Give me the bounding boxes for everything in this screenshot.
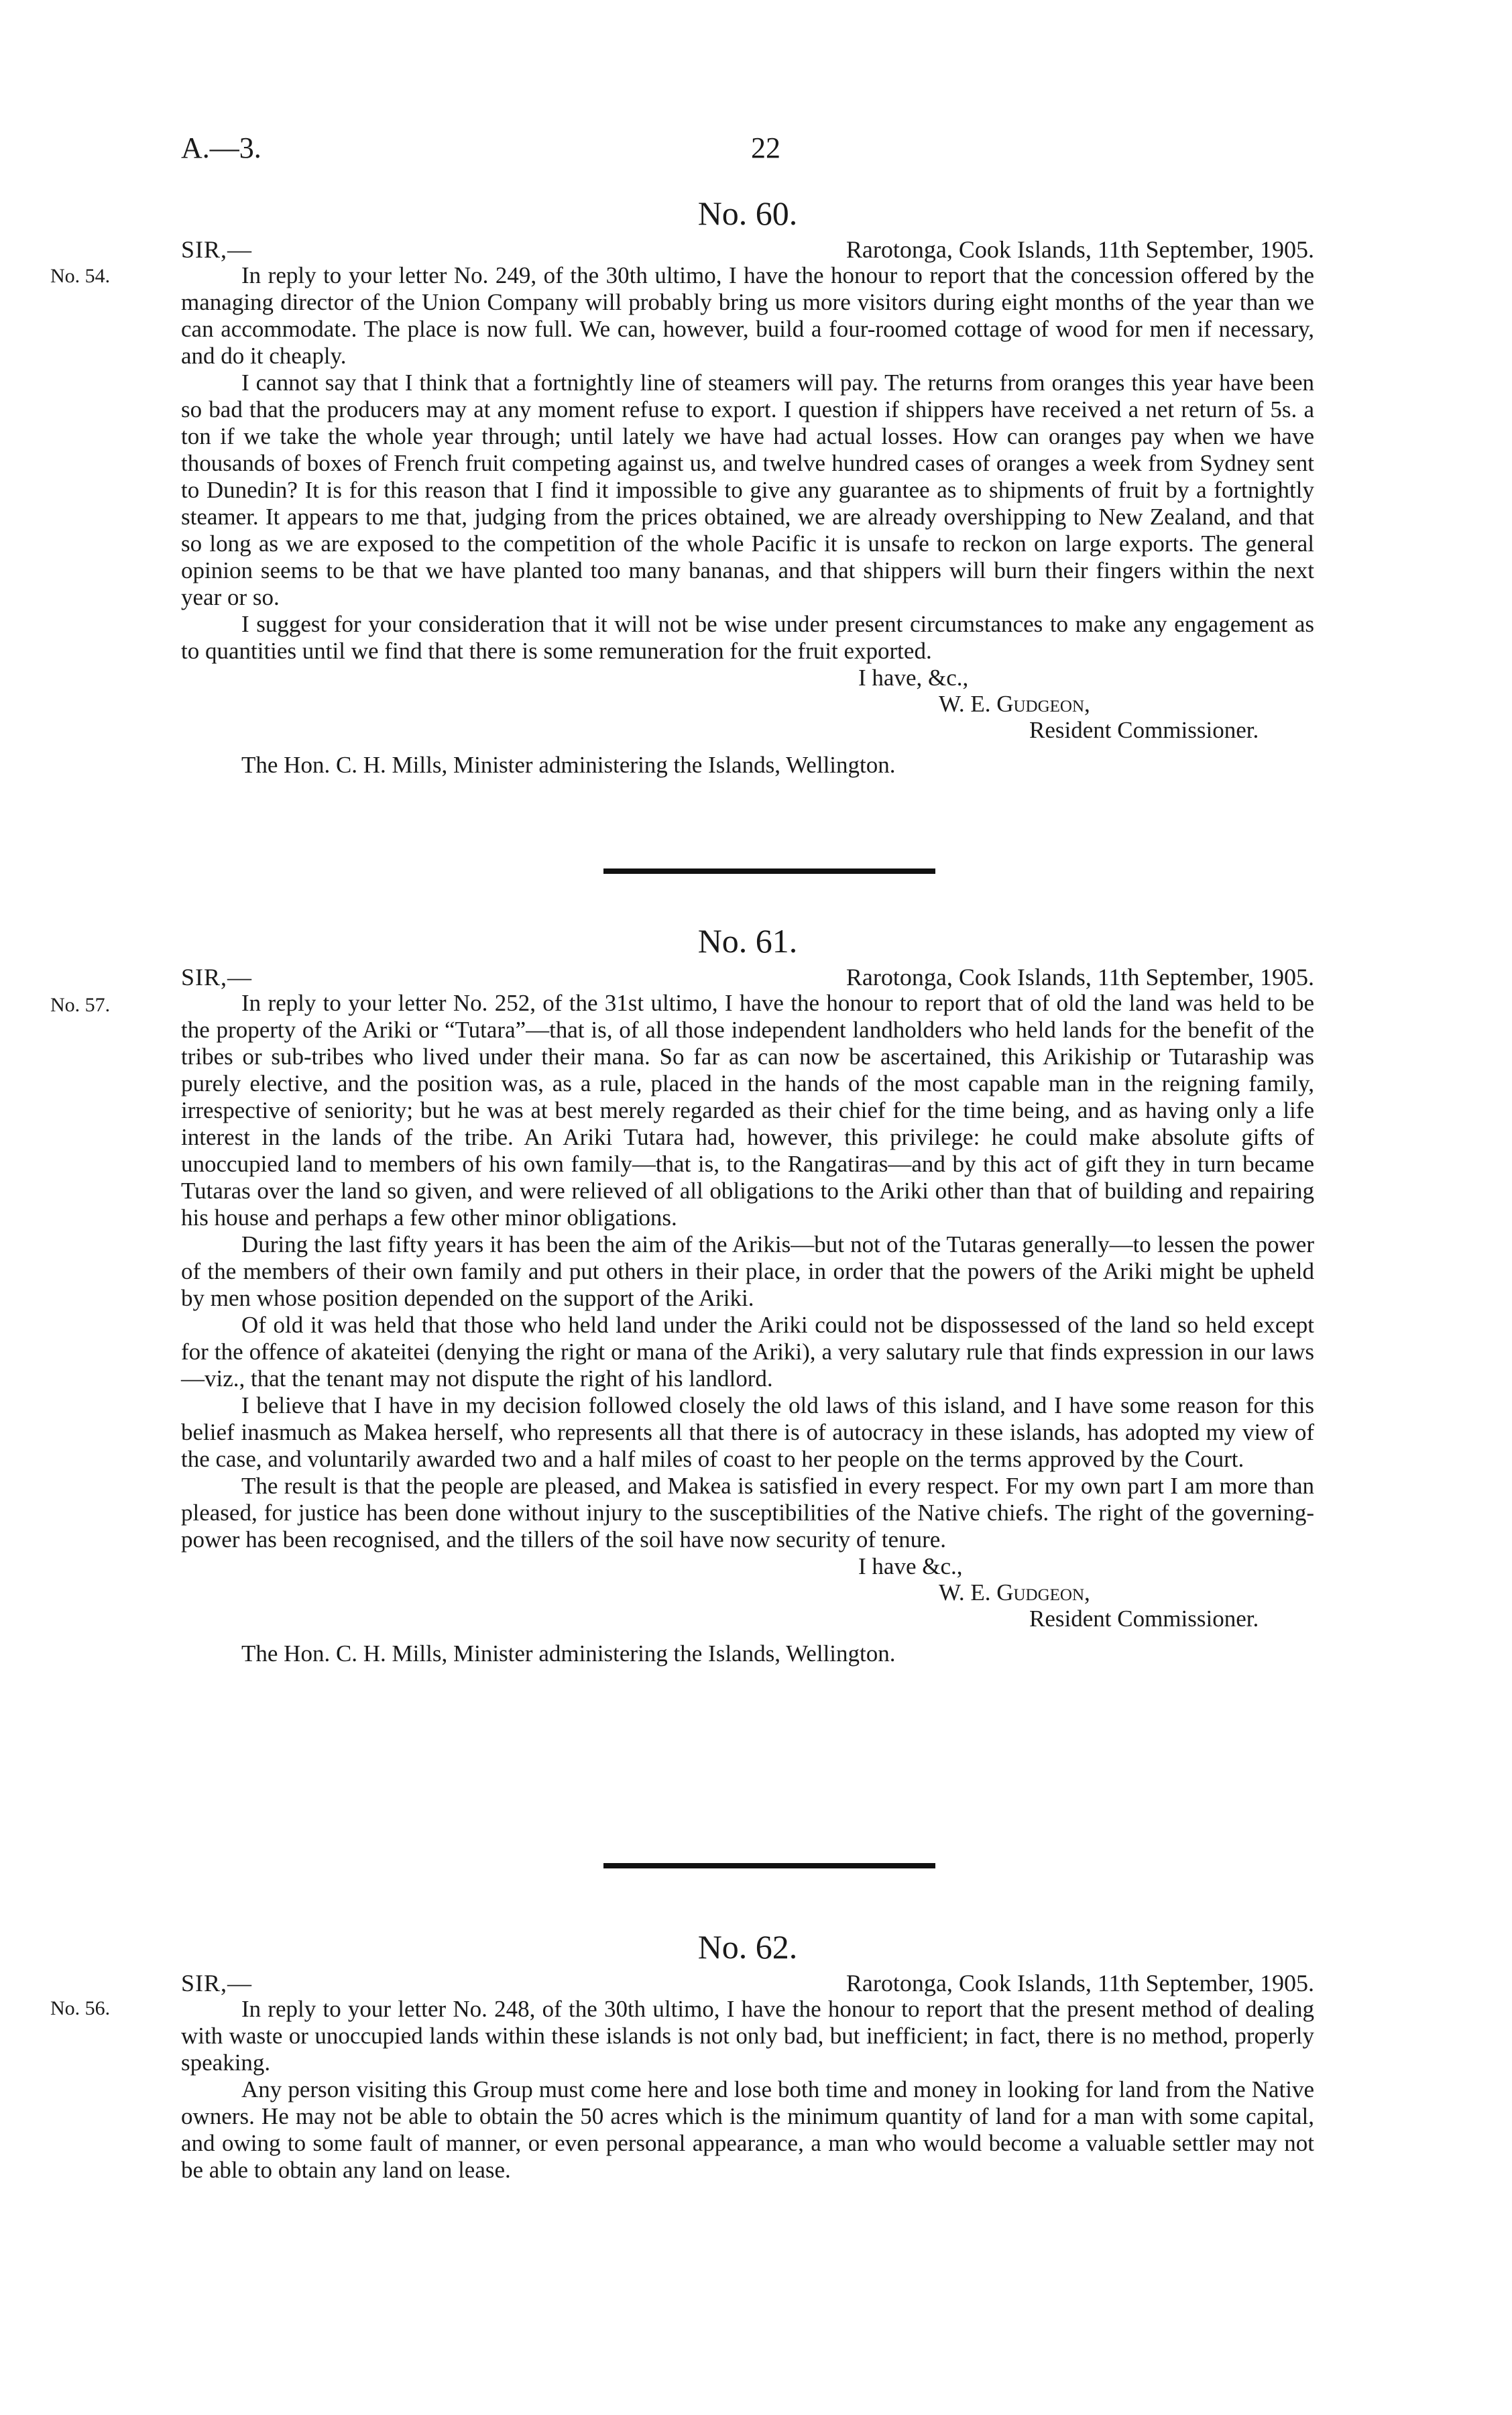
document-reference: A.—3. [181,131,261,164]
section-divider [603,868,935,874]
paragraph: I cannot say that I think that a fortnightly line of steamers will pay. The returns from oranges this year have been so bad that the producers may at any moment refuse to export. I question if shippers have received a net return of 5s. a ton if we take the whole year through; until lately we have had actual losses. How can oranges pay when we have thousands of boxes of French fruit competing against us, and twelve hundred cases of oranges a week from Sydney sent to Dunedin? It is for this reason that I find it impossible to give any guarantee as to shipments of fruit by a fortnightly steamer. It appears to me that, judging from the prices obtained, we are already overshipping to New Zealand, and that so long as we are exposed to the competition of the whole Pacific it is unsafe to reckon on large exports. The general opinion seems to be that we have planted too many bananas, and that shippers will burn their fingers within the next year or so. [181,370,1314,610]
recipient: The Hon. C. H. Mills, Minister administering the Islands, Wellington. [241,752,896,778]
page-number: 22 [751,131,780,164]
letter-heading [181,1969,1314,1996]
place-date: Rarotonga, Cook Islands, 11th September, 1905. [846,236,1314,263]
place-date: Rarotonga, Cook Islands, 11th September, 1905. [846,964,1314,991]
paragraph: In reply to your letter No. 249, of the 30th ultimo, I have the honour to report that the concession offered by the managing director of the Union Company will probably bring us more visitors during eight months of the year than we can accommodate. The place is now full. We can, however, build a four-roomed cottage of wood for men if necessary, and do it cheaply. [181,262,1314,369]
margin-reference: No. 54. [50,265,111,287]
letter-body [181,262,1314,665]
paragraph: The result is that the people are pleased, and Makea is satisfied in every respect. For my own part I am more than pleased, for justice has been done without injury to the susceptibilities of the Native chiefs. The right of the governing-power has been recognised, and the tillers of the soil have now security of tenure. [181,1473,1314,1553]
closing: I have &c., [858,1553,963,1579]
letter-heading [181,963,1314,990]
paragraph: I believe that I have in my decision followed closely the old laws of this island, and I have some reason for this belief inasmuch as Makea herself, who represents all that there is of autocracy in these islands, has adopted my view of the case, and voluntarily awarded two and a half miles of coast to her people on the terms approved by the Court. [181,1392,1314,1472]
signature: W. E. Gudgeon, [939,691,1090,717]
place-date: Rarotonga, Cook Islands, 11th September, 1905. [846,1970,1314,1997]
paragraph: During the last fifty years it has been the aim of the Arikis—but not of the Tutaras generally—to lessen the power of the members of their own family and put others in their place, in order that the powers of the Ariki might be upheld by men whose position depended on the support of the Ariki. [181,1231,1314,1311]
letter-62 [50,1925,1314,2184]
paragraph: In reply to your letter No. 248, of the 30th ultimo, I have the honour to report that the present method of dealing with waste or unoccupied lands within these islands is not only bad, but inefficient; in fact, there is no method, properly speaking. [181,1996,1314,2076]
signature-block [181,1553,1314,1632]
letter-title: No. 60. [697,194,798,232]
salutation: SIR,— [181,1970,253,1997]
letter-title: No. 62. [697,1928,798,1966]
signature: W. E. Gudgeon, [939,1579,1090,1606]
signature-title: Resident Commissioner. [1029,717,1259,743]
salutation: SIR,— [181,964,253,991]
letter-title: No. 61. [697,922,798,960]
signature-title: Resident Commissioner. [1029,1606,1259,1632]
letter-body [181,1996,1314,2184]
letter-heading [181,235,1314,262]
margin-reference: No. 57. [50,994,111,1016]
recipient: The Hon. C. H. Mills, Minister administering the Islands, Wellington. [241,1640,896,1667]
letter-body [181,990,1314,1553]
paragraph: I suggest for your consideration that it will not be wise under present circumstances to make any engagement as to quantities until we find that there is some remuneration for the fruit exported. [181,611,1314,664]
signature-block [181,665,1314,744]
paragraph: Of old it was held that those who held land under the Ariki could not be dispossessed of the land so held except for the offence of akateitei (denying the right or mana of the Ariki), a very salutary rule that finds expression in our laws—viz., that the tenant may not dispute the right of his landlord. [181,1312,1314,1392]
paragraph: Any person visiting this Group must come here and lose both time and money in looking for land from the Native owners. He may not be able to obtain the 50 acres which is the minimum quantity of land for a man with some capital, and owing to some fault of manner, or even personal appearance, a man who would become a valuable settler may not be able to obtain any land on lease. [181,2076,1314,2183]
margin-reference: No. 56. [50,1997,111,2019]
letter-61 [50,919,1314,1667]
salutation: SIR,— [181,236,253,263]
closing: I have, &c., [858,665,969,691]
letter-60 [50,191,1314,779]
paragraph: In reply to your letter No. 252, of the 31st ultimo, I have the honour to report that of old the land was held to be the property of the Ariki or “Tutara”—that is, of all those independent landholders who held lands for the benefit of the tribes or sub-tribes who lived under their mana. So far as can now be ascertained, this Arikiship or Tutaraship was purely elective, and the position was, as a rule, placed in the hands of the most capable man in the reigning family, irrespective of seniority; but he was at best merely regarded as their chief for the time being, and as having only a life interest in the lands of the tribe. An Ariki Tutara had, however, this privilege: he could make absolute gifts of unoccupied land to members of his own family—that is, to the Rangatiras—and by this act of gift they in turn became Tutaras over the land so given, and were relieved of all obligations to the Ariki other than that of building and repairing his house and perhaps a few other minor obligations. [181,990,1314,1231]
section-divider [603,1863,935,1868]
